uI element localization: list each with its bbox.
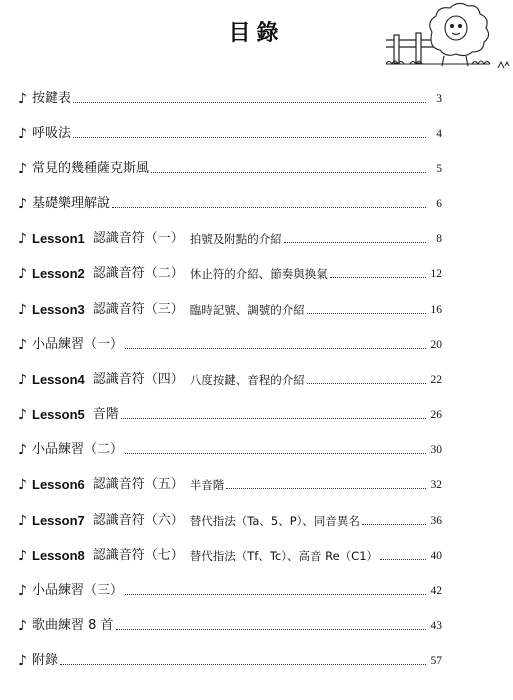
page-number: 43	[430, 620, 442, 632]
entry-title: 小品練習（一）	[32, 337, 124, 352]
entry-title: 認識音符（三）	[92, 302, 184, 317]
toc-entry[interactable]	[18, 368, 442, 388]
music-note-icon: ♪	[18, 196, 27, 212]
dot-leader	[380, 559, 426, 560]
page-number: 57	[430, 655, 442, 667]
page-number: 3	[436, 93, 442, 105]
music-note-icon: ♪	[18, 513, 27, 529]
entry-subtitle: 拍號及附點的介紹	[189, 232, 282, 246]
page-title: 目錄	[228, 21, 285, 46]
page-number: 32	[430, 479, 442, 491]
toc-entry[interactable]	[18, 649, 442, 669]
music-note-icon: ♪	[18, 126, 27, 142]
lesson-number: Lesson3	[32, 302, 85, 317]
toc-entry[interactable]	[18, 473, 442, 493]
entry-subtitle: 臨時記號、調號的介紹	[189, 303, 305, 317]
music-note-icon: ♪	[18, 583, 27, 599]
entry-title: 認識音符（五）	[92, 477, 184, 492]
dot-leader	[73, 137, 426, 138]
entry-title: 認識音符（二）	[92, 266, 184, 281]
toc-entry[interactable]	[18, 262, 442, 282]
music-note-icon: ♪	[18, 91, 27, 107]
page-number: 5	[436, 163, 442, 175]
toc-entry[interactable]	[18, 509, 442, 529]
lesson-number: Lesson8	[32, 548, 85, 563]
entry-subtitle: 替代指法（Ta、5、P）、同音異名	[189, 514, 360, 528]
dot-leader	[116, 629, 426, 630]
dot-leader	[151, 172, 426, 173]
entry-subtitle: 替代指法（Tf、Tc）、高音 Re（C1）	[189, 549, 379, 563]
entry-title: 常見的幾種薩克斯風	[32, 161, 150, 176]
music-note-icon: ♪	[18, 477, 27, 493]
dot-leader	[73, 102, 426, 103]
dot-leader	[226, 488, 426, 489]
toc-entry[interactable]	[18, 403, 442, 423]
entry-title: 附錄	[32, 653, 59, 668]
dot-leader	[125, 453, 426, 454]
entry-title: 歌曲練習 8 首	[32, 618, 114, 633]
page-number: 12	[430, 268, 442, 280]
toc-entry[interactable]	[18, 614, 442, 634]
page-number: 40	[430, 550, 442, 562]
page-number: 8	[436, 233, 442, 245]
entry-title: 認識音符（一）	[92, 231, 184, 246]
music-note-icon: ♪	[18, 266, 27, 282]
entry-title: 認識音符（七）	[92, 548, 184, 563]
entry-title: 認識音符（四）	[92, 372, 184, 387]
toc-entry[interactable]	[18, 333, 442, 353]
page-number: 20	[430, 339, 442, 351]
dot-leader	[112, 207, 426, 208]
toc-entry[interactable]	[18, 157, 442, 177]
dot-leader	[121, 418, 426, 419]
toc-entry[interactable]	[18, 544, 442, 564]
page-number: 4	[436, 128, 442, 140]
entry-title: 小品練習（二）	[32, 442, 124, 457]
toc-entry[interactable]	[18, 87, 442, 107]
dot-leader	[330, 277, 426, 278]
dot-leader	[307, 383, 426, 384]
music-note-icon: ♪	[18, 653, 27, 669]
lesson-number: Lesson1	[32, 231, 85, 246]
entry-subtitle: 休止符的介紹、節奏與換氣	[189, 267, 328, 281]
page-number: 26	[430, 409, 442, 421]
music-note-icon: ♪	[18, 372, 27, 388]
page-number: 6	[436, 198, 442, 210]
music-note-icon: ♪	[18, 548, 27, 564]
dot-leader	[362, 524, 426, 525]
lesson-number: Lesson4	[32, 372, 85, 387]
toc-entry[interactable]	[18, 192, 442, 212]
lesson-number: Lesson2	[32, 266, 85, 281]
entry-title: 小品練習（三）	[32, 583, 124, 598]
page-number: 22	[430, 374, 442, 386]
toc-entry[interactable]	[18, 298, 442, 318]
entry-subtitle: 八度按鍵、音程的介紹	[189, 373, 305, 387]
entry-subtitle: 半音階	[189, 478, 225, 492]
dot-leader	[307, 313, 426, 314]
entry-title: 按鍵表	[32, 91, 72, 106]
entry-title: 呼吸法	[32, 126, 72, 141]
entry-title: 基礎樂理解說	[32, 196, 111, 211]
dot-leader	[125, 348, 426, 349]
page-number: 36	[430, 515, 442, 527]
dot-leader	[284, 242, 426, 243]
lesson-number: Lesson5	[32, 407, 85, 422]
lesson-number: Lesson7	[32, 513, 85, 528]
page-number: 16	[430, 304, 442, 316]
sheep-on-fence-illustration	[386, 2, 512, 78]
toc-entry[interactable]	[18, 227, 442, 247]
music-note-icon: ♪	[18, 442, 27, 458]
lesson-number: Lesson6	[32, 477, 85, 492]
page-number: 30	[430, 444, 442, 456]
dot-leader	[60, 664, 426, 665]
music-note-icon: ♪	[18, 302, 27, 318]
music-note-icon: ♪	[18, 618, 27, 634]
music-note-icon: ♪	[18, 231, 27, 247]
music-note-icon: ♪	[18, 407, 27, 423]
entry-title: 音階	[92, 407, 119, 422]
music-note-icon: ♪	[18, 161, 27, 177]
entry-title: 認識音符（六）	[92, 513, 184, 528]
music-note-icon: ♪	[18, 337, 27, 353]
toc-entry[interactable]	[18, 438, 442, 458]
toc-entry[interactable]	[18, 579, 442, 599]
page-number: 42	[430, 585, 442, 597]
toc-entry[interactable]	[18, 122, 442, 142]
dot-leader	[125, 594, 426, 595]
